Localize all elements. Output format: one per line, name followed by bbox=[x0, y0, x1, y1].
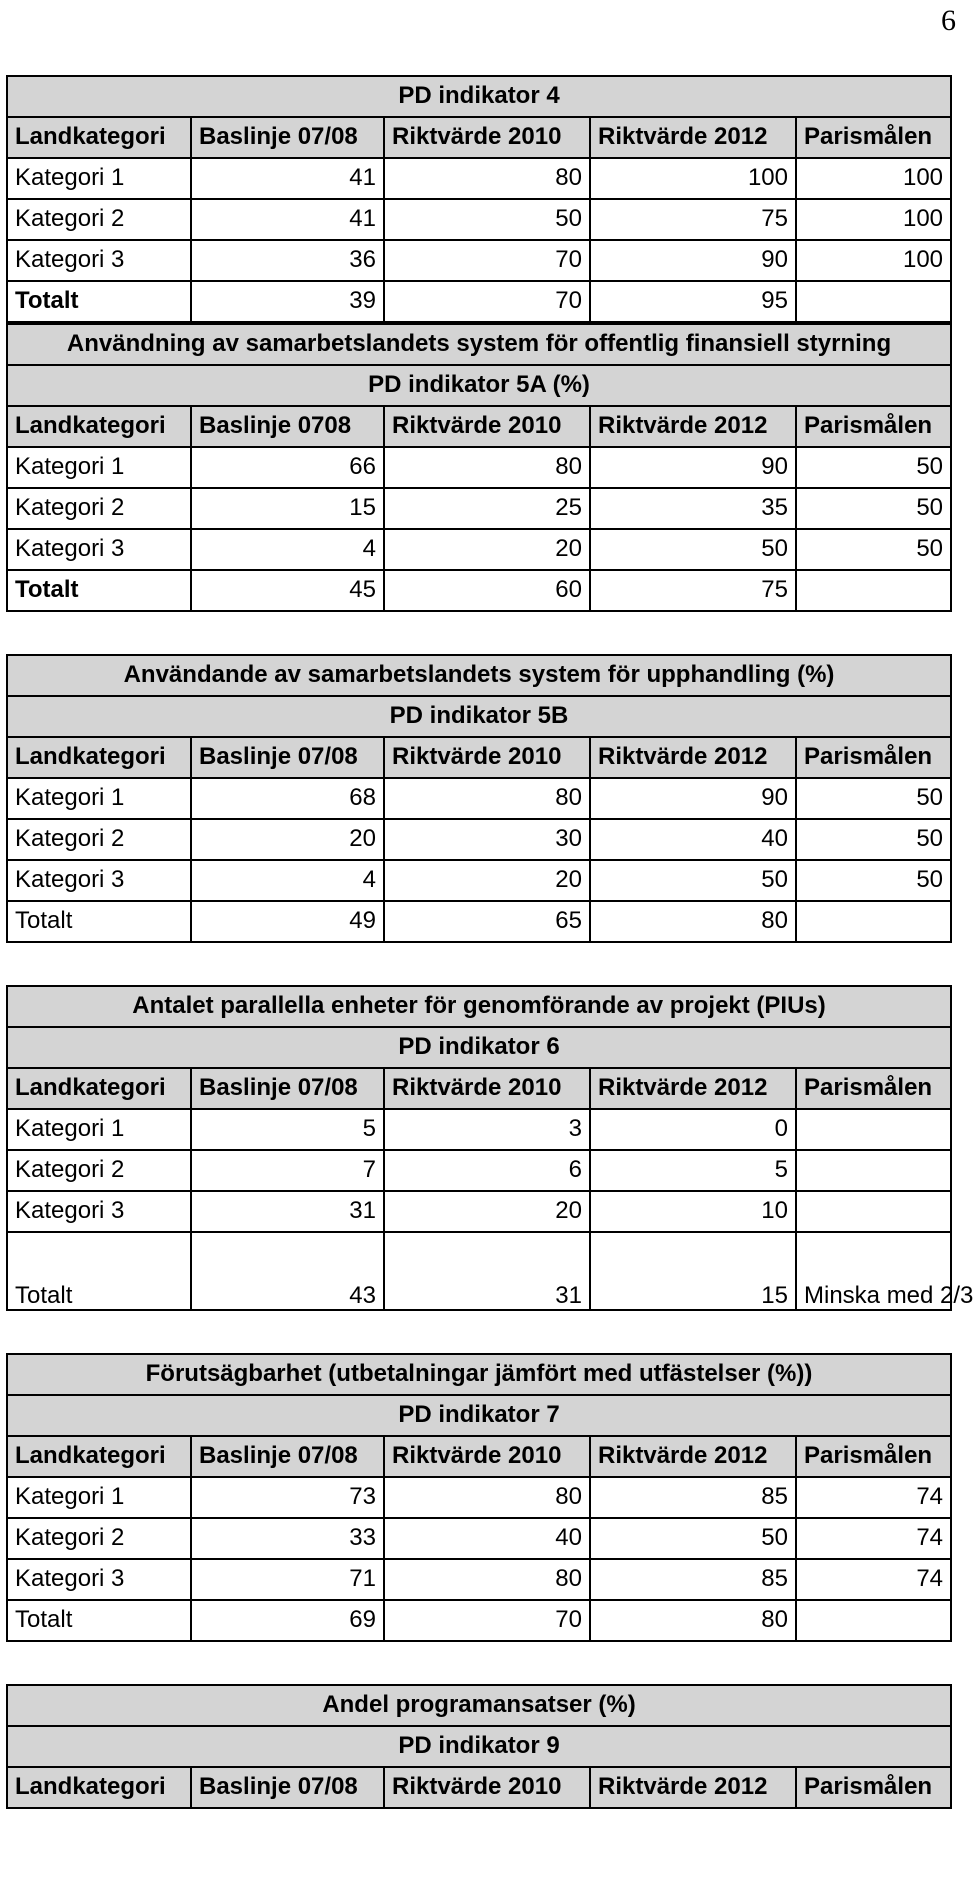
total-row bbox=[7, 1600, 951, 1641]
table-cell: 30 bbox=[384, 819, 590, 860]
table-cell: 71 bbox=[191, 1559, 384, 1600]
column-header: Baslinje 07/08 bbox=[191, 737, 384, 778]
table-cell bbox=[796, 1191, 951, 1232]
table-cell: 50 bbox=[796, 778, 951, 819]
table-title-row bbox=[7, 655, 951, 696]
column-header: Parismålen bbox=[796, 117, 951, 158]
table-cell: 69 bbox=[191, 1600, 384, 1641]
row-label: Kategori 3 bbox=[7, 529, 191, 570]
table-cell: 65 bbox=[384, 901, 590, 942]
column-header: Riktvärde 2010 bbox=[384, 1068, 590, 1109]
indicator-table bbox=[6, 985, 973, 1311]
column-header: Baslinje 0708 bbox=[191, 406, 384, 447]
row-label: Totalt bbox=[7, 570, 191, 611]
table-cell: 41 bbox=[191, 158, 384, 199]
table-row bbox=[7, 158, 951, 199]
table-cell: 60 bbox=[384, 570, 590, 611]
table-cell: 95 bbox=[590, 281, 796, 322]
total-row bbox=[7, 570, 951, 611]
column-header: Riktvärde 2010 bbox=[384, 1436, 590, 1477]
header-row bbox=[7, 406, 951, 447]
column-header: Landkategori bbox=[7, 406, 191, 447]
table-cell: 40 bbox=[384, 1518, 590, 1559]
row-label: Kategori 1 bbox=[7, 1109, 191, 1150]
table-cell: 70 bbox=[384, 1600, 590, 1641]
table-row bbox=[7, 1150, 951, 1191]
table-cell: 10 bbox=[590, 1191, 796, 1232]
column-header: Parismålen bbox=[796, 1068, 951, 1109]
table-cell: 43 bbox=[191, 1232, 384, 1310]
table-title-row bbox=[7, 1354, 951, 1395]
column-header: Riktvärde 2010 bbox=[384, 117, 590, 158]
indicator-label: PD indikator 9 bbox=[7, 1726, 951, 1767]
indicator-tables bbox=[6, 75, 973, 1851]
column-header: Parismålen bbox=[796, 1436, 951, 1477]
column-header: Riktvärde 2010 bbox=[384, 406, 590, 447]
column-header: Baslinje 07/08 bbox=[191, 1767, 384, 1808]
header-row bbox=[7, 1436, 951, 1477]
table-subtitle-row bbox=[7, 1395, 951, 1436]
row-label: Totalt bbox=[7, 901, 191, 942]
column-header: Baslinje 07/08 bbox=[191, 1436, 384, 1477]
table-title: Andel programansatser (%) bbox=[7, 1685, 951, 1726]
table-cell: 80 bbox=[590, 1600, 796, 1641]
table-subtitle-row bbox=[7, 76, 951, 117]
table-subtitle-row bbox=[7, 696, 951, 737]
table-row bbox=[7, 819, 951, 860]
table-cell: 100 bbox=[590, 158, 796, 199]
page-number: 6 bbox=[941, 4, 956, 37]
table-cell: 50 bbox=[796, 488, 951, 529]
table-cell: 50 bbox=[796, 819, 951, 860]
table-cell: 74 bbox=[796, 1477, 951, 1518]
table-row bbox=[7, 529, 951, 570]
table-cell: 50 bbox=[384, 199, 590, 240]
column-header: Riktvärde 2010 bbox=[384, 737, 590, 778]
table-cell bbox=[796, 1150, 951, 1191]
table-row bbox=[7, 1559, 951, 1600]
table-cell: 80 bbox=[384, 778, 590, 819]
table-title-row bbox=[7, 1685, 951, 1726]
table-cell: 90 bbox=[590, 240, 796, 281]
indicator-table bbox=[6, 75, 952, 323]
table-cell: 70 bbox=[384, 240, 590, 281]
table-cell: 0 bbox=[590, 1109, 796, 1150]
table-cell: 80 bbox=[384, 1477, 590, 1518]
total-row bbox=[7, 901, 951, 942]
table-cell: 4 bbox=[191, 860, 384, 901]
header-row bbox=[7, 737, 951, 778]
table-cell: 75 bbox=[590, 570, 796, 611]
table-cell: 6 bbox=[384, 1150, 590, 1191]
table-cell: 15 bbox=[590, 1232, 796, 1310]
table-cell: Minska med 2/3 bbox=[796, 1232, 951, 1310]
column-header: Landkategori bbox=[7, 117, 191, 158]
table-row bbox=[7, 447, 951, 488]
table-cell: 25 bbox=[384, 488, 590, 529]
table-cell: 20 bbox=[191, 819, 384, 860]
table-cell: 3 bbox=[384, 1109, 590, 1150]
table-row bbox=[7, 1191, 951, 1232]
table-row bbox=[7, 778, 951, 819]
row-label: Kategori 3 bbox=[7, 1559, 191, 1600]
column-header: Riktvärde 2012 bbox=[590, 117, 796, 158]
row-label: Kategori 1 bbox=[7, 1477, 191, 1518]
table-cell: 66 bbox=[191, 447, 384, 488]
table-cell: 33 bbox=[191, 1518, 384, 1559]
table-cell: 15 bbox=[191, 488, 384, 529]
column-header: Riktvärde 2012 bbox=[590, 1767, 796, 1808]
table-cell: 90 bbox=[590, 447, 796, 488]
table-cell: 31 bbox=[191, 1191, 384, 1232]
table-cell bbox=[796, 1109, 951, 1150]
indicator-label: PD indikator 6 bbox=[7, 1027, 951, 1068]
row-label: Kategori 1 bbox=[7, 778, 191, 819]
table-cell: 50 bbox=[590, 529, 796, 570]
column-header: Baslinje 07/08 bbox=[191, 117, 384, 158]
table-subtitle-row bbox=[7, 1027, 951, 1068]
column-header: Parismålen bbox=[796, 1767, 951, 1808]
table-cell: 80 bbox=[590, 901, 796, 942]
table-cell: 40 bbox=[590, 819, 796, 860]
row-label: Kategori 2 bbox=[7, 1518, 191, 1559]
column-header: Parismålen bbox=[796, 406, 951, 447]
column-header: Parismålen bbox=[796, 737, 951, 778]
column-header: Baslinje 07/08 bbox=[191, 1068, 384, 1109]
table-cell: 20 bbox=[384, 1191, 590, 1232]
indicator-table bbox=[6, 1684, 952, 1809]
column-header: Riktvärde 2012 bbox=[590, 406, 796, 447]
indicator-label: PD indikator 4 bbox=[7, 76, 951, 117]
row-label: Kategori 2 bbox=[7, 488, 191, 529]
table-cell: 50 bbox=[796, 860, 951, 901]
table-cell: 49 bbox=[191, 901, 384, 942]
indicator-label: PD indikator 7 bbox=[7, 1395, 951, 1436]
column-header: Landkategori bbox=[7, 1767, 191, 1808]
indicator-label: PD indikator 5A (%) bbox=[7, 365, 951, 406]
column-header: Landkategori bbox=[7, 737, 191, 778]
row-label: Kategori 3 bbox=[7, 240, 191, 281]
table-cell: 75 bbox=[590, 199, 796, 240]
table-cell: 100 bbox=[796, 199, 951, 240]
header-row bbox=[7, 1068, 951, 1109]
table-cell: 7 bbox=[191, 1150, 384, 1191]
table-cell bbox=[796, 901, 951, 942]
table-cell: 85 bbox=[590, 1477, 796, 1518]
table-cell: 31 bbox=[384, 1232, 590, 1310]
column-header: Landkategori bbox=[7, 1068, 191, 1109]
table-cell: 35 bbox=[590, 488, 796, 529]
table-cell: 5 bbox=[590, 1150, 796, 1191]
table-row bbox=[7, 1518, 951, 1559]
indicator-label: PD indikator 5B bbox=[7, 696, 951, 737]
row-label: Totalt bbox=[7, 1600, 191, 1641]
table-cell: 4 bbox=[191, 529, 384, 570]
total-row bbox=[7, 1232, 951, 1310]
table-cell: 39 bbox=[191, 281, 384, 322]
table-cell: 50 bbox=[796, 447, 951, 488]
table-cell: 41 bbox=[191, 199, 384, 240]
table-cell: 100 bbox=[796, 240, 951, 281]
table-cell: 80 bbox=[384, 447, 590, 488]
table-cell bbox=[796, 570, 951, 611]
table-cell: 50 bbox=[590, 1518, 796, 1559]
row-label: Kategori 2 bbox=[7, 199, 191, 240]
table-cell: 100 bbox=[796, 158, 951, 199]
header-row bbox=[7, 1767, 951, 1808]
table-row bbox=[7, 199, 951, 240]
table-cell: 74 bbox=[796, 1518, 951, 1559]
table-title: Användning av samarbetslandets system för offentlig finansiell styrning bbox=[7, 324, 951, 365]
row-label: Kategori 2 bbox=[7, 819, 191, 860]
table-cell: 36 bbox=[191, 240, 384, 281]
table-cell: 45 bbox=[191, 570, 384, 611]
table-cell: 50 bbox=[796, 529, 951, 570]
row-label: Totalt bbox=[7, 281, 191, 322]
column-header: Riktvärde 2012 bbox=[590, 1436, 796, 1477]
table-row bbox=[7, 488, 951, 529]
table-title: Förutsägbarhet (utbetalningar jämfört med utfästelser (%)) bbox=[7, 1354, 951, 1395]
row-label: Kategori 2 bbox=[7, 1150, 191, 1191]
table-cell: 5 bbox=[191, 1109, 384, 1150]
table-subtitle-row bbox=[7, 365, 951, 406]
table-cell: 90 bbox=[590, 778, 796, 819]
table-cell: 20 bbox=[384, 860, 590, 901]
table-cell bbox=[796, 1600, 951, 1641]
header-row bbox=[7, 117, 951, 158]
table-title-row bbox=[7, 986, 951, 1027]
total-row bbox=[7, 281, 951, 322]
table-row bbox=[7, 860, 951, 901]
table-cell bbox=[796, 281, 951, 322]
table-cell: 85 bbox=[590, 1559, 796, 1600]
row-label: Kategori 1 bbox=[7, 447, 191, 488]
table-row bbox=[7, 1477, 951, 1518]
row-label: Totalt bbox=[7, 1232, 191, 1310]
table-cell: 73 bbox=[191, 1477, 384, 1518]
table-title: Antalet parallella enheter för genomförande av projekt (PIUs) bbox=[7, 986, 951, 1027]
table-cell: 50 bbox=[590, 860, 796, 901]
table-subtitle-row bbox=[7, 1726, 951, 1767]
column-header: Landkategori bbox=[7, 1436, 191, 1477]
row-label: Kategori 3 bbox=[7, 1191, 191, 1232]
table-cell: 80 bbox=[384, 158, 590, 199]
table-title-row bbox=[7, 324, 951, 365]
table-row bbox=[7, 1109, 951, 1150]
indicator-table bbox=[6, 323, 952, 612]
column-header: Riktvärde 2010 bbox=[384, 1767, 590, 1808]
table-cell: 68 bbox=[191, 778, 384, 819]
row-label: Kategori 1 bbox=[7, 158, 191, 199]
table-title: Användande av samarbetslandets system för upphandling (%) bbox=[7, 655, 951, 696]
row-label: Kategori 3 bbox=[7, 860, 191, 901]
indicator-table bbox=[6, 654, 952, 943]
table-cell: 20 bbox=[384, 529, 590, 570]
table-row bbox=[7, 240, 951, 281]
table-cell: 70 bbox=[384, 281, 590, 322]
table-cell: 74 bbox=[796, 1559, 951, 1600]
column-header: Riktvärde 2012 bbox=[590, 737, 796, 778]
indicator-table bbox=[6, 1353, 952, 1642]
column-header: Riktvärde 2012 bbox=[590, 1068, 796, 1109]
table-cell: 80 bbox=[384, 1559, 590, 1600]
